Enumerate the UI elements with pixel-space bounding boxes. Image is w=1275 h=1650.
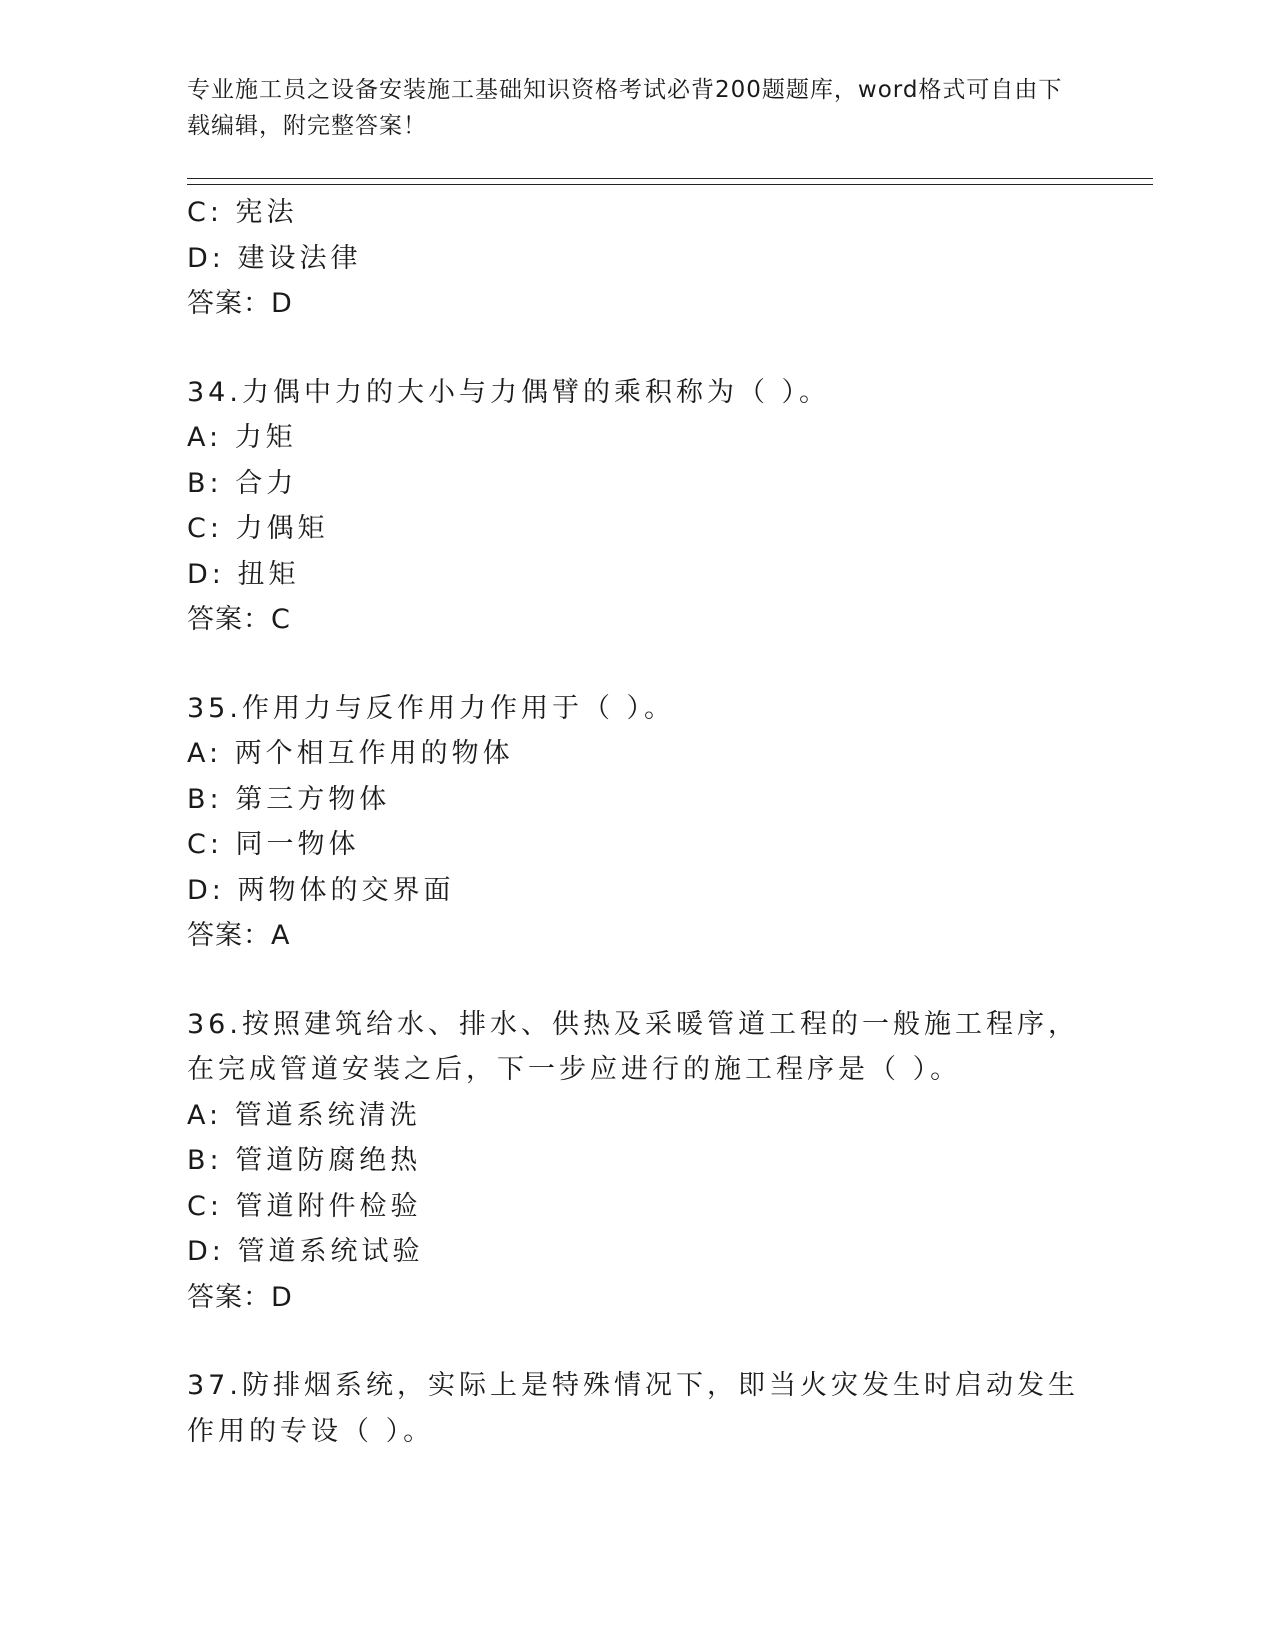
continued-question: [187, 190, 1087, 327]
option-d: D: 扭矩: [187, 558, 300, 590]
option-c: C: 管道附件检验: [187, 1190, 422, 1222]
option-b: B: 管道防腐绝热: [187, 1145, 422, 1176]
option-b: B: 合力: [187, 467, 298, 499]
option-c: C: 同一物体: [187, 829, 360, 860]
document-body: [187, 190, 1087, 1454]
option-a: A: 两个相互作用的物体: [187, 738, 514, 769]
header-divider-top: [187, 178, 1153, 179]
option-d: D: 两物体的交界面: [187, 874, 455, 906]
answer-line: 答案：A: [187, 920, 291, 951]
answer-line: 答案：C: [187, 604, 291, 635]
question-37: [187, 1363, 1087, 1454]
option-d: D: 管道系统试验: [187, 1236, 424, 1267]
option-b: B: 第三方物体: [187, 783, 391, 815]
answer-line: 答案：D: [187, 1281, 293, 1313]
question-text: 36.按照建筑给水、排水、供热及采暖管道工程的一般施工程序，在完成管道安装之后，下一步应进行的施工程序是（ ）。: [187, 1008, 1079, 1085]
option-a: A: 力矩: [187, 422, 297, 453]
option-c: C: 宪法: [187, 197, 298, 228]
question-text: 34.力偶中力的大小与力偶臂的乘积称为（ ）。: [187, 376, 831, 408]
question-36: [187, 1002, 1087, 1321]
question-34: [187, 370, 1087, 643]
question-text: 37.防排烟系统，实际上是特殊情况下，即当火灾发生时启动发生作用的专设（ ）。: [187, 1370, 1079, 1447]
question-35: [187, 686, 1087, 959]
document-header: 专业施工员之设备安装施工基础知识资格考试必背200题题库，word格式可自由下载编辑，附完整答案！: [187, 77, 1063, 139]
option-a: A: 管道系统清洗: [187, 1099, 421, 1131]
question-text: 35.作用力与反作用力作用于（ ）。: [187, 692, 676, 724]
option-c: C: 力偶矩: [187, 513, 329, 544]
option-d: D: 建设法律: [187, 242, 362, 274]
answer-line: 答案：D: [187, 288, 293, 319]
header-divider-bottom: [187, 184, 1153, 185]
